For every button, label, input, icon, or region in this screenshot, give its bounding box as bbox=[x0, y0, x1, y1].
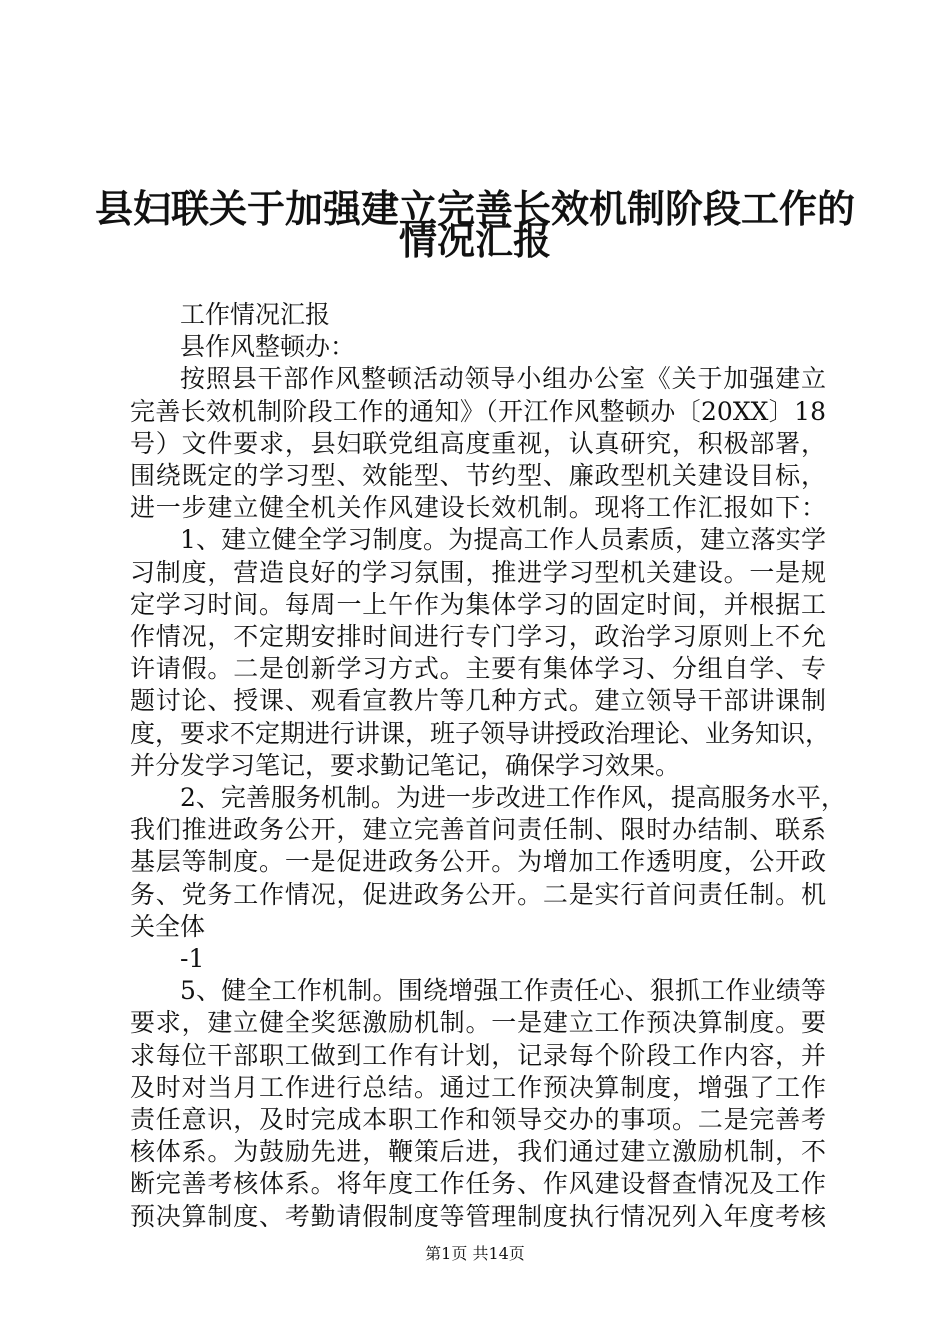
body-line: 基层等制度。一是促进政务公开。为增加工作透明度，公开政 bbox=[130, 847, 826, 877]
body-line: 进一步建立健全机关作风建设长效机制。现将工作汇报如下： bbox=[130, 493, 826, 523]
body-line: 5、健全工作机制。围绕增强工作责任心、狠抓工作业绩等 bbox=[180, 976, 826, 1006]
body-line: 定学习时间。每周一上午作为集体学习的固定时间，并根据工 bbox=[130, 589, 826, 619]
body-line: 求每位干部职工做到工作有计划，记录每个阶段工作内容，并 bbox=[130, 1040, 826, 1070]
body-line: 1、建立健全学习制度。为提高工作人员素质，建立落实学 bbox=[180, 525, 826, 555]
body-line: 并分发学习笔记，要求勤记笔记，确保学习效果。 bbox=[130, 750, 681, 780]
document-title-line-1: 县妇联关于加强建立完善长效机制阶段工作的 bbox=[94, 187, 855, 231]
body-line: -1 bbox=[180, 944, 205, 973]
body-line: 号）文件要求，县妇联党组高度重视，认真研究，积极部署， bbox=[130, 428, 826, 458]
body-line: 2、完善服务机制。为进一步改进工作作风，提高服务水平， bbox=[180, 783, 846, 812]
body-line: 县作风整顿办： bbox=[180, 332, 356, 362]
body-line: 工作情况汇报 bbox=[180, 300, 331, 329]
body-line: 度，要求不定期进行讲课，班子领导讲授政治理论、业务知识， bbox=[130, 718, 831, 748]
document-title-line-2: 情况汇报 bbox=[398, 219, 551, 263]
body-line: 题讨论、授课、观看宣教片等几种方式。建立领导干部讲课制 bbox=[130, 686, 826, 716]
body-line: 核体系。为鼓励先进，鞭策后进，我们通过建立激励机制，不 bbox=[130, 1137, 826, 1167]
body-line: 要求，建立健全奖惩激励机制。一是建立工作预决算制度。要 bbox=[130, 1008, 826, 1038]
body-line: 习制度，营造良好的学习氛围，推进学习型机关建设。一是规 bbox=[130, 557, 826, 587]
body-line: 预决算制度、考勤请假制度等管理制度执行情况列入年度考核 bbox=[130, 1201, 826, 1231]
body-line: 关全体 bbox=[130, 911, 206, 941]
body-line: 作情况，不定期安排时间进行专门学习，政治学习原则上不允 bbox=[130, 622, 826, 651]
body-line: 及时对当月工作进行总结。通过工作预决算制度，增强了工作 bbox=[130, 1072, 826, 1102]
body-line: 断完善考核体系。将年度工作任务、作风建设督查情况及工作 bbox=[130, 1169, 826, 1199]
body-line: 务、党务工作情况，促进政务公开。二是实行首问责任制。机 bbox=[130, 879, 826, 909]
body-line: 围绕既定的学习型、效能型、节约型、廉政型机关建设目标， bbox=[130, 461, 826, 490]
body-line: 许请假。二是创新学习方式。主要有集体学习、分组自学、专 bbox=[130, 654, 826, 684]
page-number-footer: 第1页 共14页 bbox=[425, 1244, 525, 1263]
body-line: 责任意识，及时完成本职工作和领导交办的事项。二是完善考 bbox=[130, 1105, 826, 1134]
body-line: 完善长效机制阶段工作的通知》（开江作风整顿办〔20XX〕18 bbox=[130, 396, 826, 426]
body-line: 按照县干部作风整顿活动领导小组办公室《关于加强建立 bbox=[180, 364, 826, 394]
body-line: 我们推进政务公开，建立完善首问责任制、限时办结制、联系 bbox=[130, 815, 826, 845]
